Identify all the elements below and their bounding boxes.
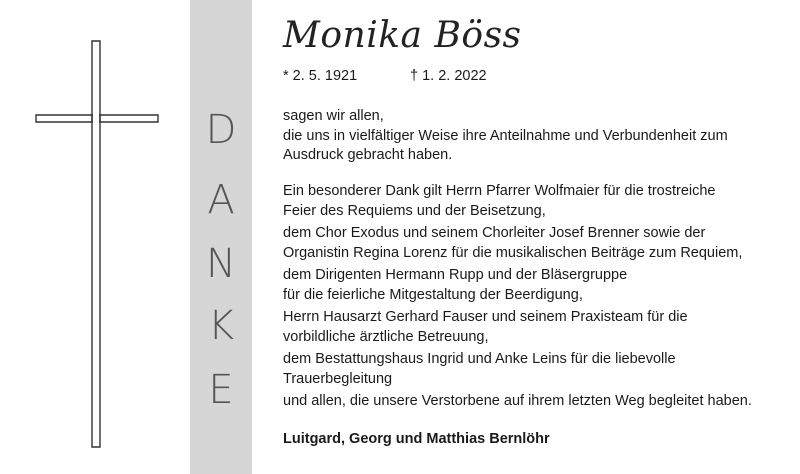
danke-letter-n: N [206,241,236,287]
danke-letter-k: K [207,303,235,349]
thanks-line: für die feierliche Mitgestaltung der Beerdigung, [283,286,583,303]
intro-line: Ausdruck gebracht haben. [283,147,453,164]
thanks-line: Ein besonderer Dank gilt Herrn Pfarrer Wolfmaier für die trostreiche [283,183,716,199]
thanks-paragraph-doctor [283,308,793,347]
thanks-paragraph-pastor [283,182,793,221]
signature: Luitgard, Georg und Matthias Bernlöhr [283,431,550,447]
danke-band [190,0,252,474]
intro-line: die uns in vielfältiger Weise ihre Anteilnahme und Verbundenheit zum [283,127,728,144]
cross-icon [0,0,190,474]
thanks-line: Feier des Requiems und der Beisetzung, [283,202,546,219]
thanks-line: und allen, die unsere Verstorbene auf ihrem letzten Weg begleitet haben. [283,393,752,409]
danke-letter-e: E [208,367,234,413]
death-date: † 1. 2. 2022 [410,68,487,84]
intro-paragraph [283,107,793,166]
thanks-line: dem Bestattungshaus Ingrid und Anke Leins für die liebevolle [283,351,676,367]
thanks-line: Organistin Regina Lorenz für die musikalischen Beiträge zum Requiem, [283,244,743,261]
thanks-line: vorbildliche ärztliche Betreuung, [283,328,489,345]
thanks-paragraph-band [283,266,793,305]
thanks-paragraph-all [283,392,793,412]
deceased-name: Monika Böss [283,15,522,56]
thanks-line: dem Chor Exodus und seinem Chorleiter Josef Brenner sowie der [283,225,706,241]
danke-letter-a: A [207,177,235,223]
thanks-line: Trauerbegleitung [283,370,393,387]
thanks-paragraph-funeral-home [283,350,793,389]
thanks-line: Herrn Hausarzt Gerhard Fauser und seinem Praxisteam für die [283,309,688,325]
birth-date: * 2. 5. 1921 [283,68,358,84]
danke-letter-d: D [205,107,237,153]
thanks-paragraph-choir [283,224,793,263]
intro-line: sagen wir allen, [283,108,384,124]
thanks-line: dem Dirigenten Hermann Rupp und der Bläsergruppe [283,267,628,283]
